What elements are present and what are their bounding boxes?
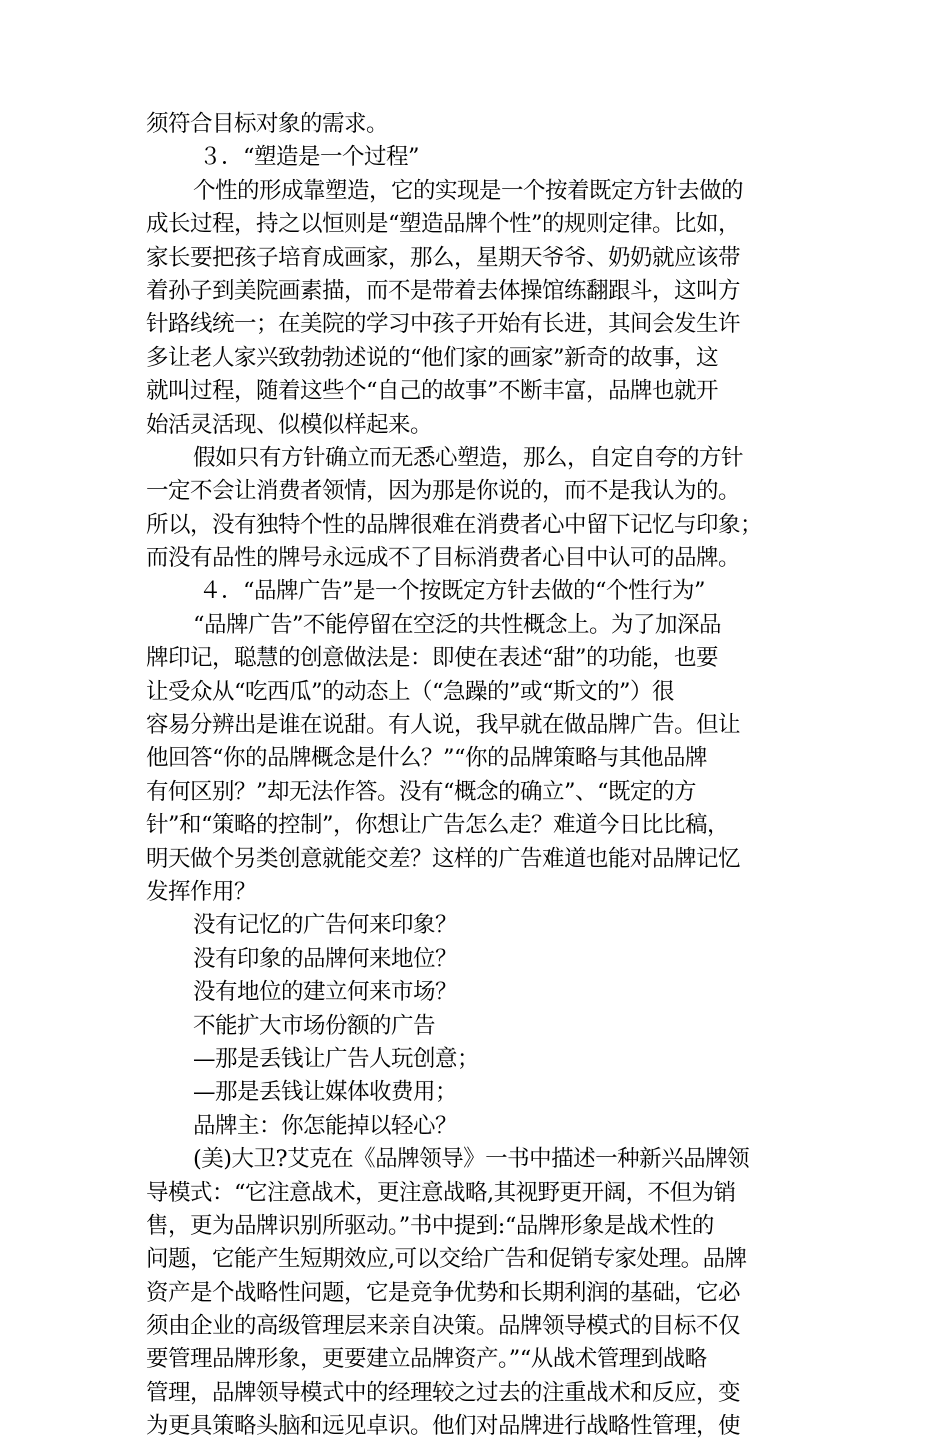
text-line: 个性的形成靠塑造，它的实现是一个按着既定方针去做的 [193,177,744,204]
text-line: 导模式：“它注意战术，更注意战略,其视野更开阔，不但为销 [146,1179,736,1206]
text-line: 发挥作用？ [146,878,257,905]
text-line: 他回答“你的品牌概念是什么？”“你的品牌策略与其他品牌 [146,745,708,772]
text-line: 为更具策略头脑和远见卓识。他们对品牌进行战略性管理，使 [146,1413,741,1440]
text-line: 成长过程，持之以恒则是“塑造品牌个性”的规则定律。比如， [146,211,741,238]
text-line: 品牌主：你怎能掉以轻心？ [193,1112,458,1139]
text-line: 着孙子到美院画素描，而不是带着去体操馆练翻跟斗，这叫方 [146,277,741,304]
text-line: —那是丢钱让广告人玩创意； [193,1045,480,1072]
text-line: 假如只有方针确立而无悉心塑造，那么，自定自夸的方针 [193,444,744,471]
text-line: 没有印象的品牌何来地位？ [193,945,458,972]
text-line: 始活灵活现、似模似样起来。 [146,411,433,438]
text-line: 须由企业的高级管理层来亲自决策。品牌领导模式的目标不仅 [146,1313,741,1340]
text-line: 不能扩大市场份额的广告 [193,1012,436,1039]
text-line: 资产是个战略性问题，它是竞争优势和长期利润的基础，它必 [146,1279,741,1306]
section-heading-line: ３．“塑造是一个过程” [199,144,420,171]
text-line: 明天做个另类创意就能交差？这样的广告难道也能对品牌记忆 [146,845,741,872]
text-line: 针”和“策略的控制”，你想让广告怎么走？难道今日比比稿， [146,812,730,839]
text-line: 牌印记，聪慧的创意做法是：即使在表述“甜”的功能，也要 [146,645,719,672]
text-line: 所以，没有独特个性的品牌很难在消费者心中留下记忆与印象； [146,511,763,538]
text-line: —那是丢钱让媒体收费用； [193,1079,458,1106]
text-line: 容易分辨出是谁在说甜。有人说，我早就在做品牌广告。但让 [146,712,741,739]
body-text [146,108,806,1444]
text-line: 要管理品牌形象，更要建立品牌资产。”“从战术管理到战略 [146,1346,707,1373]
text-line: 没有记忆的广告何来印象？ [193,912,458,939]
text-line: 让受众从“吃西瓜”的动态上（“急躁的”或“斯文的”）很 [146,678,675,705]
section-heading-line: ４．“品牌广告”是一个按既定方针去做的“个性行为” [199,578,706,605]
text-line: 而没有品性的牌号永远成不了目标消费者心目中认可的品牌。 [146,545,741,572]
text-line: (美)大卫?艾克在《品牌领导》一书中描述一种新兴品牌领 [193,1146,750,1173]
text-line: 多让老人家兴致勃勃述说的“他们家的画家”新奇的故事，这 [146,344,719,371]
text-line: 就叫过程，随着这些个“自己的故事”不断丰富，品牌也就开 [146,378,719,405]
text-line: 有何区别？”却无法作答。没有“概念的确立”、“既定的方 [146,778,697,805]
text-line: 没有地位的建立何来市场？ [193,979,458,1006]
text-line: 针路线统一；在美院的学习中孩子开始有长进，其间会发生许 [146,311,741,338]
text-line: “品牌广告”不能停留在空泛的共性概念上。为了加深品 [193,611,722,638]
text-line: 售，更为品牌识别所驱动。”书中提到:“品牌形象是战术性的 [146,1212,714,1239]
text-line: 须符合目标对象的需求。 [146,111,389,137]
text-line: 家长要把孩子培育成画家，那么，星期天爷爷、奶奶就应该带 [146,244,741,271]
text-line: 问题，它能产生短期效应,可以交给广告和促销专家处理。品牌 [146,1246,747,1273]
text-line: 管理，品牌领导模式中的经理较之过去的注重战术和反应，变 [146,1379,741,1406]
text-line: 一定不会让消费者领情，因为那是你说的，而不是我认为的。 [146,478,741,505]
